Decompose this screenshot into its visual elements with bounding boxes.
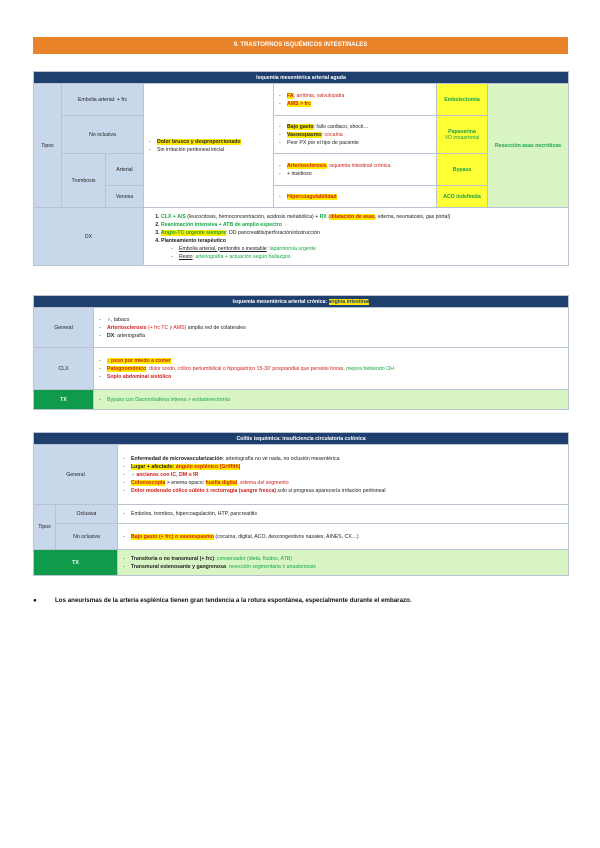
tx1: Bypass con Dacron/safena interna > endarterectomía [107, 396, 230, 403]
dx4b1: Resto [179, 253, 193, 260]
tx2a: Transmural estenosante y gangrenosa [131, 563, 226, 570]
g5a: Dolor moderado cólico súbito ± rectorragia (sangre fresca) [131, 487, 276, 494]
venosa-label: Venosa [106, 186, 144, 208]
g2b: (+ frc TC y AMS) [146, 324, 187, 331]
bajo-gasto-detail: : fallo cardiaco, shock… [313, 123, 369, 130]
g1b: : arteriografía no ve nada, no oclusión mesentérica [222, 455, 340, 462]
tx-label: TX [34, 390, 94, 410]
dx4b2: : arteriografía + actuación según hallazgos [192, 253, 291, 260]
clinica-2: Sin irritación peritoneal inicial [157, 146, 225, 153]
tx-cell [94, 390, 569, 410]
reseccion-cell: Resección asas necróticas [488, 84, 569, 208]
dx1d: ( [326, 213, 331, 220]
oclusiva-cell [118, 505, 569, 524]
dx4a2: : laparotomía urgente [266, 245, 316, 252]
dx3a: Angio-TC urgente siempre [161, 229, 227, 236]
no-oclusiva-cell [118, 524, 569, 550]
papaverina-tx [437, 116, 488, 154]
table-header [34, 296, 569, 308]
oclusiva-label: Oclusiva [56, 505, 118, 524]
c2b: : dolor sordo, cólico periumbilical o hipogástrico 15-30' posprandial que persiste horas, [146, 365, 347, 372]
table-header: Colitis isquémica: insuficiencia circulatoria colónica [34, 433, 569, 445]
dx1b: (leucocitosis, hemoconcentración, acidosis metabólica) + [185, 213, 320, 220]
peor-px: Peor PX por el tipo de paciente [287, 139, 359, 146]
dx1a: CLX + A/S [161, 213, 186, 220]
general-label: General [34, 445, 118, 505]
clx-cell [94, 348, 569, 390]
fa-detail: , arritmia, valvulopatía [293, 92, 345, 99]
arterial-causes [274, 154, 437, 186]
hipercoagulabilidad: Hipercoagulabilidad [287, 193, 337, 200]
ischemic-colitis-table [33, 432, 569, 576]
arteriosclerosis: Arteriosclerosis [287, 162, 327, 169]
section-banner: 9. TRASTORNOS ISQUÉMICOS INTESTINALES [33, 37, 568, 54]
venosa-causes [274, 186, 437, 208]
aco-tx: ACO indefinida [437, 186, 488, 208]
header-b: angina intestinal [328, 298, 370, 305]
clx-label: CLX [34, 348, 94, 390]
chronic-ischemia-table [33, 295, 569, 410]
g3b: : arteriografía [114, 332, 146, 339]
g1a: Enfermedad de microvascularización [131, 455, 223, 462]
papaverina: Papaverina [448, 128, 476, 135]
g4b: > enema opaco: [165, 479, 206, 486]
arteriosclerosis-detail: , isquemia intestinal crónica [326, 162, 391, 169]
no-oclusiva-label: No oclusiva [56, 524, 118, 550]
dx1f: , edema, neumatosis, gas portal) [374, 213, 451, 220]
dx-label: DX [34, 208, 144, 266]
table-header: Isquemia mesentérica arterial aguda [34, 72, 569, 84]
bypass-tx: Bypass [437, 154, 488, 186]
g2a: Arteriosclerosis [107, 324, 147, 331]
clinica-1: Dolor brusco y desproporcionado [157, 138, 241, 145]
c3: Soplo abdominal sistólico [107, 373, 172, 380]
embolia-causes [274, 84, 437, 116]
dx1c: RX [319, 213, 327, 220]
tx1a: Transitoria o no transmural (+ frc) [131, 555, 215, 562]
c2a: Patognomónico [107, 365, 147, 372]
no-oclusiva-label: No oclusiva [62, 116, 144, 154]
general-cell [118, 445, 569, 505]
c2c: mejora bebiendo OH [346, 365, 395, 372]
vasoespasmo: Vasoespasmo [287, 131, 322, 138]
g2b: : ángulo esplénico (Griffith) [172, 463, 241, 470]
noc1a: Bajo gasto (+ frc) o vasoespasmo [131, 533, 214, 540]
note-text: Los aneurismas de la arteria esplénica tienen gran tendencia a la rotura espontánea, especialmente durante el embarazo. [55, 597, 412, 604]
bajo-gasto: Bajo gasto [287, 123, 314, 130]
tx1b: : conservador (dieta, fluidos, ATB) [214, 555, 292, 562]
dx4a1: Embolia arterial, peritonitis o inestable [179, 245, 267, 252]
trombosis-label: Trombosis [62, 154, 106, 208]
tipos-label: Tipos [34, 505, 56, 550]
header-a: Isquemia mesentérica arterial crónica: [232, 298, 329, 305]
ams-text: AMS > frc [287, 100, 312, 107]
ocl1: Émbolos, trombos, hipercoagulación, HTP, pancreatitis [131, 511, 257, 517]
no-oclusiva-causes [274, 116, 437, 154]
acute-ischemia-table [33, 71, 569, 266]
fa-text: FA [287, 92, 294, 99]
arterial-label: Arterial [106, 154, 144, 186]
dx2: Reanimación intensiva + ATB de amplio espectro [161, 221, 282, 228]
embolia-label: Embolia arterial: + frc [62, 84, 144, 116]
c1: ↓ peso por miedo a comer [107, 357, 171, 364]
vasoespasmo-detail: : cocaína [321, 131, 343, 138]
g3a: DX [107, 332, 115, 339]
noc1b: (cocaína, digital, ACO, descongestivos nasales, AINES, CX…) [213, 533, 359, 540]
general-label: General [34, 308, 94, 348]
tx2b: : resección segmentaria ± anastomosis [225, 563, 316, 570]
dx3b: : DD pancreatitis/perforación/obstrucción [226, 229, 320, 236]
general-cell [94, 308, 569, 348]
dx4: Planteamiento terapéutico [161, 237, 226, 244]
g5b: solo si progresa aparecería irritación peritoneal [275, 487, 386, 494]
g4d: , edema del segmento [237, 479, 289, 486]
g4a: Colonoscopia [131, 479, 166, 486]
g3: ♂ ancianos con IC, DM o IR [131, 471, 199, 478]
aneurysm-note [33, 597, 578, 604]
tx-label: TX [34, 550, 118, 576]
tipos-label: Tipos [34, 84, 62, 208]
g4c: huella digital [205, 479, 238, 486]
vd-intra: VD intraarterial [444, 134, 480, 141]
g1: ♀, tabaco [107, 316, 130, 323]
embolectomia-tx: Embolectomía [437, 84, 488, 116]
dx-cell [144, 208, 569, 266]
g2a: Lugar + afectado [131, 463, 173, 470]
dx1e: dilatación de asas [330, 213, 375, 220]
insidioso: + insidioso [287, 170, 312, 177]
g2c: amplia red de colaterales [186, 324, 246, 331]
clinica-cell [144, 84, 274, 208]
tx-cell [118, 550, 569, 576]
